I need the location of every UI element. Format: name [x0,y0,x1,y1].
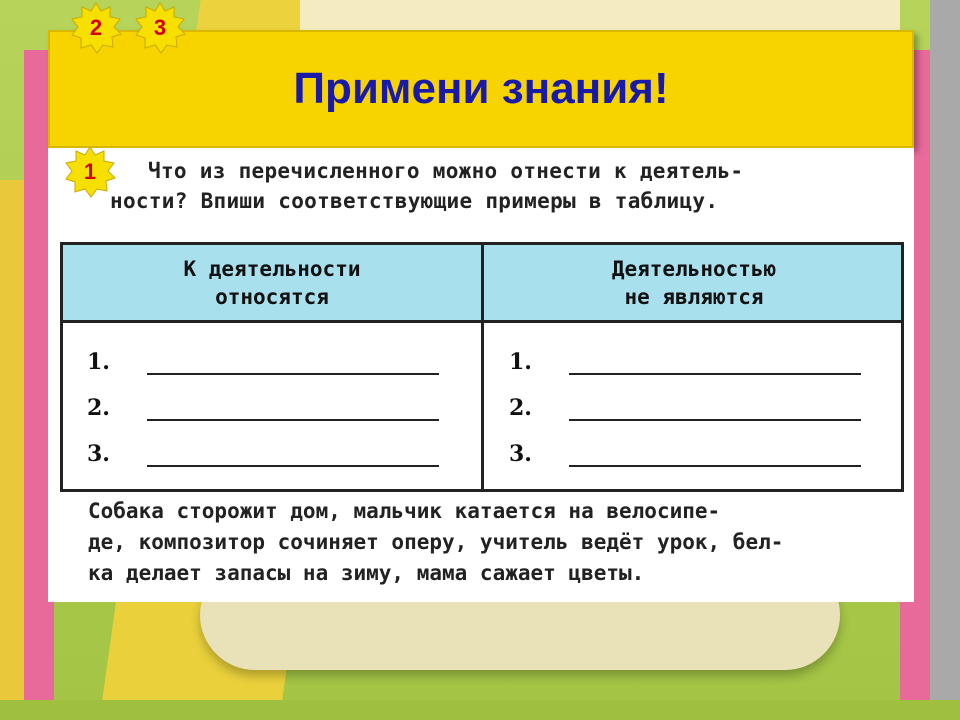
passage-line-3: ка делает запасы на зиму, мама сажает цветы. [88,561,645,585]
badge-3 [134,2,186,54]
header-right [484,255,904,311]
right-row-2-blank[interactable] [569,419,861,421]
left-row-2-number: 2. [87,395,110,421]
left-row-3-number: 3. [87,441,110,467]
left-row-1-number: 1. [87,349,110,375]
badge-1-number: 1 [83,159,97,184]
slide-title: Примени знания! [293,64,669,113]
examples-passage [88,496,898,589]
question-line-1: Что из перечисленного можно отнести к деятель- [148,159,744,183]
header-left-line-1: К деятельности [183,257,361,281]
background-right-gray [930,0,960,720]
header-left [63,255,481,311]
header-right-line-1: Деятельностью [611,257,777,281]
right-row-3-number: 3. [509,441,532,467]
background-bottom-bar [0,700,960,720]
badge-2 [70,2,122,54]
badge-2-number: 2 [89,15,103,40]
answer-table [60,242,904,492]
header-right-line-2: не являются [624,285,764,309]
badge-3-number: 3 [153,15,167,40]
header-left-line-2: относятся [215,285,329,309]
right-row-2-number: 2. [509,395,532,421]
exercise-card [48,148,914,602]
question-line-2: ности? Впиши соответствующие примеры в таблицу. [110,189,719,213]
passage-line-2: де, композитор сочиняет оперу, учитель ведёт урок, бел- [88,530,784,554]
passage-line-1: Собака сторожит дом, мальчик катается на велосипе- [88,499,721,523]
right-row-3-blank[interactable] [569,465,861,467]
left-row-2-blank[interactable] [147,419,439,421]
left-row-3-blank[interactable] [147,465,439,467]
column-divider [481,245,484,489]
right-row-1-blank[interactable] [569,373,861,375]
question-text [110,156,908,216]
left-row-1-blank[interactable] [147,373,439,375]
right-row-1-number: 1. [509,349,532,375]
badge-1 [64,146,116,198]
